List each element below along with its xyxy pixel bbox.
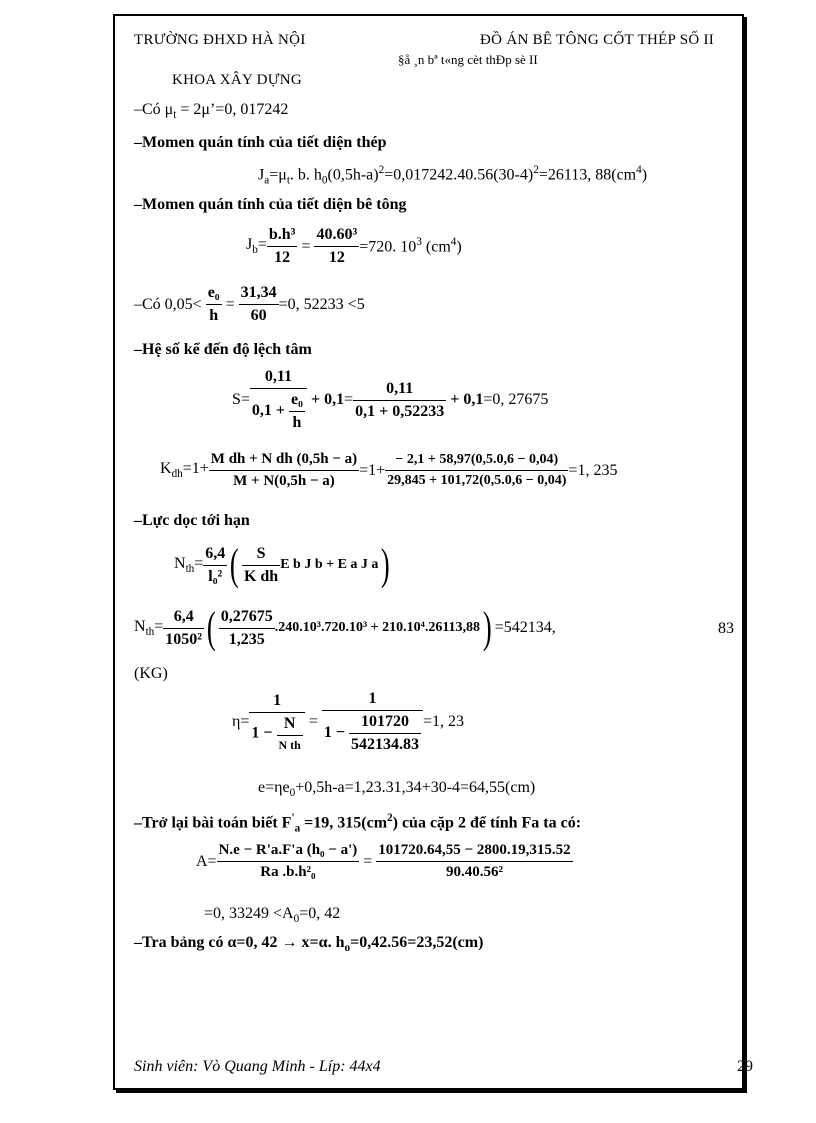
heading-critical-force: –Lực dọc tới hạn <box>134 512 250 529</box>
project-title: ĐỒ ÁN BÊ TÔNG CỐT THÉP SỐ II <box>480 32 715 48</box>
formula-s: S= 0,11 0,1 + $\frac{\text{e₀}}{h}$ + 0,1 = $\frac{0,11}{0,1 + 0,52233}$ + 0,1 =0, 27675 <box>232 368 549 431</box>
line-table-lookup: –Tra bảng có α=0, 42 → x=α. $h_o=0,42.56=23,52(cm)$ <box>134 934 484 955</box>
heading-steel-inertia: –Momen quán tính của tiết diện thép <box>134 134 387 151</box>
footer-student: Sinh viên: Vò Quang Minh - Líp: 44x4 <box>134 1058 381 1075</box>
formula-eta: η= 1 1 − $\frac{N}{\text{N th}}$ = 1 1 − $\frac{101720}{542134.83}$ =1, 23 <box>232 690 465 753</box>
page-number: 29 <box>737 1058 753 1075</box>
formula-nth-general: $N_{th}=$ $\frac{6,4}{\text{l₀²}}$ ( $\frac{S}{\text{K dh}}$ E b J b + E a J a ) <box>174 540 391 589</box>
heading-eccentricity-coefficient: –Hệ số kể đến độ lệch tâm <box>134 341 312 358</box>
formula-a-result: =0, $33249 <A_0=0$, 42 <box>204 905 341 926</box>
heading-concrete-inertia: –Momen quán tính của tiết diện bê tông <box>134 196 407 213</box>
unit-kg: (KG) <box>134 665 168 682</box>
formula-a: A= $\frac{\text{N.e − R'a.F'a (h₀ − a')}}{\text{Ra .b.h²₀}}$ = $\frac{101720.64,55 - 2800.19,315.52}{\text{90.40.56²}}$ <box>196 842 571 880</box>
formula-jb: $J_b=$ $\frac{\text{b.h³}}{12}$ = $\frac{\text{40.60³}}{12}$ =720. $10^3$ $(cm^4)$ <box>246 226 462 266</box>
heading-back-calculation: –Trở lại bài toán biết $F'_a =19$, $315(cm^2)$ của cặp 2 để tính Fa ta có: <box>134 812 582 835</box>
faculty-name: KHOA XÂY DỰNG <box>172 72 302 88</box>
school-name: TRƯỜNG ĐHXD HÀ NỘI <box>134 32 306 48</box>
formula-nth-numeric: $N_{th}=$ $\frac{6,4}{\text{1050²}}$ ( $\frac{0,27675}{1,235}$ .240.10³.720.10³ + 210.10⁴.26113,88 ) =542134, <box>134 603 556 652</box>
formula-e: $e=\eta e_0+0,5h-a=1,23.31,34+30-4=64,55(cm)$ <box>258 779 536 800</box>
continuation-83: 83 <box>718 620 734 637</box>
formula-kdh: $K_{dh}=1+$ $\frac{\text{M dh + N dh (0,5h − a)}}{M + N(0,5h - a)}$ =1+ $\frac{- 2,1 + 58,97(0,5.0,6 - 0,04)}{29,845 + 101,72(0,5.0,6 - 0,04)}$ =1, 235 <box>160 451 618 489</box>
project-title-garbled: §å ¸n bª t«ng cèt thÐp sè II <box>398 52 538 67</box>
formula-eccentricity-check: –Có 0,05< $\frac{\text{e₀}}{h}$ = $\frac{31,34}{60}$ =0, 52233 <5 <box>134 284 365 324</box>
line-mu: –Có $\mu_t$ = 2μ’=0, 017242 <box>134 101 289 122</box>
formula-ja: $J_a=\mu_t$. b. $h_0(0,5h-a)^2=0,017242.40.56(30-4)^2=26113$, $88(cm^4)$ <box>258 164 648 187</box>
